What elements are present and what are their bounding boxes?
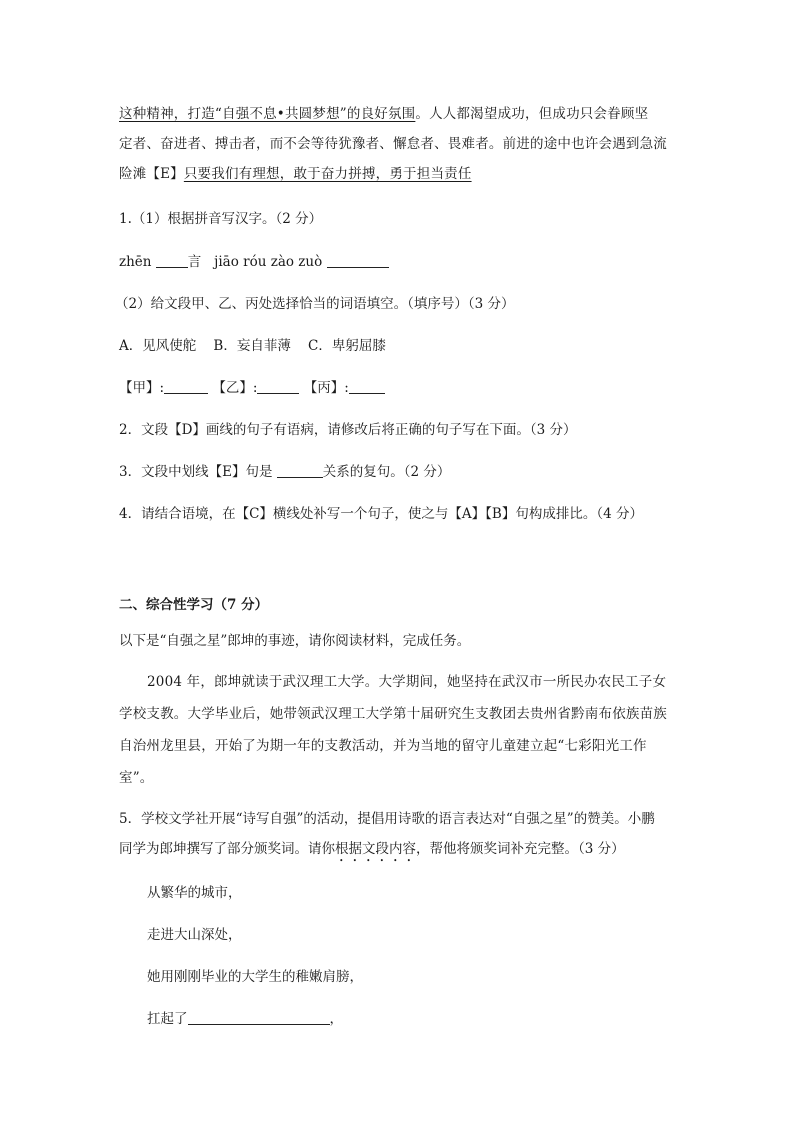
passage-line-2: 定者、奋进者、搏击者，而不会等待犹豫者、懈怠者、畏难者。前进的途中也许会遇到急流 <box>119 136 667 152</box>
question-3-text-end: 关系的复句。（2 分） <box>322 464 451 480</box>
question-1-2: （2）给文段甲、乙、丙处选择恰当的词语填空。（填序号）（3 分） <box>115 296 515 312</box>
question-3 <box>119 460 450 480</box>
poem-punct: ， <box>329 1011 343 1027</box>
question-4: 4．请结合语境，在【C】横线处补写一个句子，使之与【A】【B】句构成排比。（4 分） <box>119 506 643 522</box>
underlined-sentence-e: 只要我们有理想，敢于奋力拼搏，勇于担当责任 <box>183 166 472 182</box>
poem-line-4 <box>147 1007 343 1027</box>
pinyin-line <box>119 250 389 270</box>
poem-line-3: 她用刚刚毕业的大学生的稚嫩肩膀， <box>147 969 363 985</box>
answer-blank-jiaorou[interactable] <box>327 254 389 269</box>
question-5-text: 同学为郎坤撰写了部分颁奖词。请你 <box>119 841 335 857</box>
question-2: 2．文段【D】画线的句子有语病，请修改后将正确的句子写在下面。（3 分） <box>119 422 577 438</box>
material-line-1: 2004 年，郎坤就读于武汉理工大学。大学期间，她坚持在武汉市一所民办农民工子女 <box>147 674 667 690</box>
pinyin-jiaorou: jiāo róu zào zuò <box>214 254 323 270</box>
answer-blank-yi[interactable] <box>257 380 299 395</box>
fill-in-line <box>119 376 385 396</box>
material-line-3: 自治州龙里县，开始了为期一年的支教活动，并为当地的留守儿童建立起“七彩阳光工作 <box>119 738 647 754</box>
question-5-line-1: 5．学校文学社开展“诗写自强”的活动，提倡用诗歌的语言表达对“自强之星”的赞美。小鹏 <box>119 811 655 827</box>
material-line-2: 学校支教。大学毕业后，她带领武汉理工大学第十届研究生支教团去贵州省黔南布依族苗族 <box>119 706 667 722</box>
section-2-heading: 二、综合性学习（7 分） <box>119 597 269 613</box>
material-line-4: 室”。 <box>119 770 154 786</box>
poem-text: 扛起了 <box>147 1011 188 1027</box>
label-jia: 【甲】: <box>119 380 165 396</box>
passage-text: 险滩【E】 <box>119 166 184 182</box>
answer-blank-jia[interactable] <box>164 380 208 395</box>
answer-blank-poem[interactable] <box>188 1011 330 1026</box>
passage-line-3 <box>119 162 472 182</box>
passage-text: 。人人都渴望成功，但成功只会眷顾坚 <box>415 106 649 122</box>
poem-line-2: 走进大山深处， <box>147 927 242 943</box>
question-5-text-end: ，帮他将颁奖词补充完整。（3 分） <box>416 841 625 857</box>
word-options: A．见风使舵 B．妄自菲薄 C．卑躬屈膝 <box>119 338 386 354</box>
label-yi: 【乙】: <box>212 380 258 396</box>
pinyin-zhen: zhēn <box>119 254 152 270</box>
emphasized-phrase: 根据文段内容 <box>335 841 416 857</box>
answer-blank-zhen[interactable] <box>156 254 188 269</box>
poem-line-1: 从繁华的城市， <box>147 885 242 901</box>
question-3-text: 3．文段中划线【E】句是 <box>119 464 277 480</box>
question-1-1: 1.（1）根据拼音写汉字。（2 分） <box>119 211 323 227</box>
question-5-line-2 <box>119 837 625 865</box>
answer-blank-q3[interactable] <box>277 464 323 479</box>
pinyin-char: 言 <box>187 254 202 270</box>
passage-line-1 <box>119 102 648 122</box>
label-bing: 【丙】: <box>303 380 349 396</box>
underlined-sentence-d: 这种精神，打造“自强不息•共圆梦想”的良好氛围 <box>119 106 416 122</box>
section-2-intro: 以下是“自强之星”郎坤的事迹，请你阅读材料，完成任务。 <box>119 633 471 649</box>
answer-blank-bing[interactable] <box>349 380 385 395</box>
